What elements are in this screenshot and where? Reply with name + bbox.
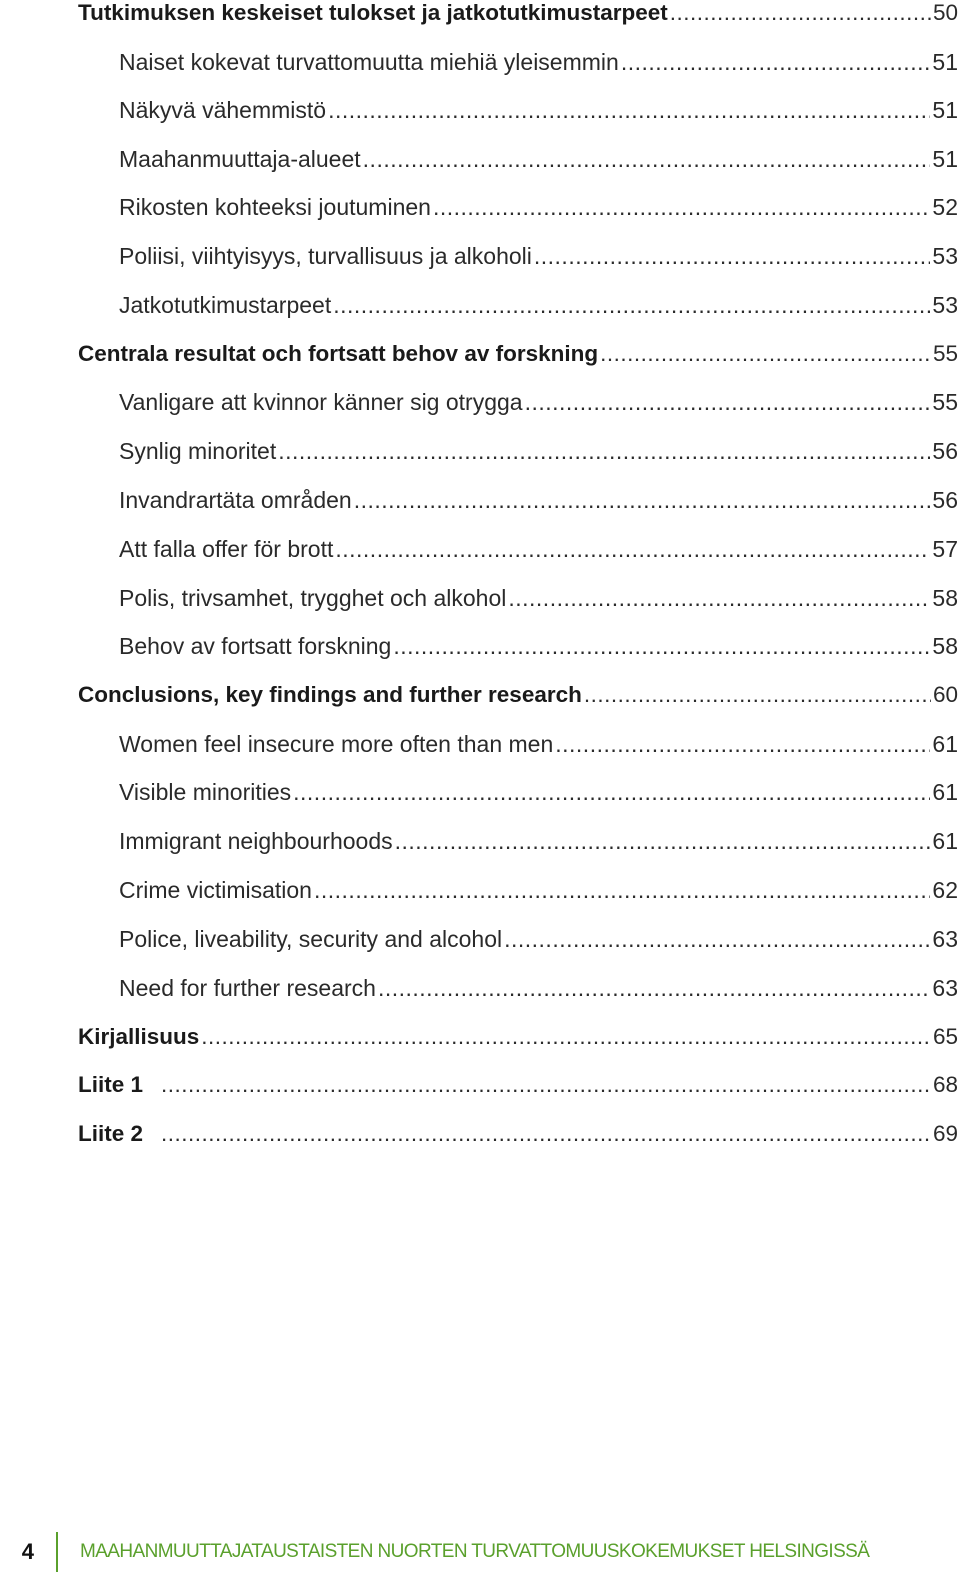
toc-entry-label: Tutkimuksen keskeiset tulokset ja jatkotutkimustarpeet — [78, 0, 668, 25]
toc-entry[interactable] — [119, 824, 958, 858]
toc-leader-dots — [670, 0, 931, 30]
toc-entry[interactable] — [78, 1020, 958, 1054]
toc-leader-dots — [363, 142, 931, 176]
toc-entry[interactable] — [78, 1117, 958, 1151]
toc-leader-dots — [278, 434, 930, 468]
toc-leader-dots — [335, 532, 930, 566]
toc-leader-dots — [354, 483, 931, 517]
toc-leader-dots — [328, 93, 930, 127]
toc-entry-label: Centrala resultat och fortsatt behov av forskning — [78, 341, 599, 366]
toc-leader-dots — [600, 337, 931, 371]
toc-page-number: 53 — [932, 243, 958, 269]
page-number: 4 — [21, 1539, 34, 1564]
toc-page-number: 69 — [932, 1121, 958, 1146]
toc-leader-dots — [555, 727, 930, 761]
toc-entry[interactable] — [119, 873, 958, 907]
toc-entry[interactable] — [78, 678, 958, 712]
toc-page-number: 65 — [932, 1024, 958, 1049]
toc-page-number: 51 — [932, 49, 958, 75]
toc-page-number: 63 — [932, 926, 958, 952]
toc-entry[interactable] — [119, 581, 958, 615]
toc-entry[interactable] — [78, 337, 958, 371]
toc-page-number: 50 — [932, 0, 958, 25]
toc-page-number: 51 — [932, 146, 958, 172]
toc-leader-dots — [378, 971, 930, 1005]
toc-entry[interactable] — [119, 775, 958, 809]
toc-entry[interactable] — [119, 532, 958, 566]
toc-page-number: 57 — [932, 536, 958, 562]
toc-entry[interactable] — [119, 727, 958, 761]
toc-entry-label: Police, liveability, security and alcohol — [119, 926, 503, 952]
toc-entry-label: Liite 2 — [78, 1121, 144, 1146]
toc-entry-label: Crime victimisation — [119, 877, 312, 903]
toc-page-number: 60 — [932, 682, 958, 707]
toc-entry-label: Att falla offer för brott — [119, 536, 334, 562]
toc-entry[interactable] — [78, 1068, 958, 1102]
toc-leader-dots — [161, 1117, 931, 1151]
toc-page-number: 63 — [932, 975, 958, 1001]
toc-entry-label: Vanligare att kvinnor känner sig otrygga — [119, 389, 523, 415]
toc-leader-dots — [508, 581, 930, 615]
toc-page-number: 68 — [932, 1072, 958, 1097]
toc-leader-dots — [433, 190, 930, 224]
toc-leader-dots — [584, 678, 931, 712]
toc-entry[interactable] — [119, 93, 958, 127]
toc-leader-dots — [161, 1068, 931, 1102]
toc-leader-dots — [333, 288, 930, 322]
toc-page-number: 61 — [932, 779, 958, 805]
toc-entry[interactable] — [119, 434, 958, 468]
toc-entry[interactable] — [119, 483, 958, 517]
toc-entry-label: Visible minorities — [119, 779, 292, 805]
footer-divider — [56, 1532, 58, 1572]
toc-entry[interactable] — [119, 190, 958, 224]
toc-page-number: 55 — [932, 341, 958, 366]
toc-entry[interactable] — [119, 142, 958, 176]
toc-entry-label: Synlig minoritet — [119, 438, 277, 464]
toc-leader-dots — [504, 922, 930, 956]
toc-entry-label: Polis, trivsamhet, trygghet och alkohol — [119, 585, 507, 611]
toc-entry[interactable] — [119, 239, 958, 273]
toc-page-number: 62 — [932, 877, 958, 903]
toc-entry-label: Liite 1 — [78, 1072, 144, 1097]
toc-entry-label: Maahanmuuttaja-alueet — [119, 146, 361, 172]
toc-page-number: 58 — [932, 585, 958, 611]
toc-entry-label: Invandrartäta områden — [119, 487, 352, 513]
toc-leader-dots — [293, 775, 930, 809]
toc-entry[interactable] — [119, 922, 958, 956]
toc-leader-dots — [314, 873, 930, 907]
toc-page-number: 56 — [932, 487, 958, 513]
toc-entry-label: Need for further research — [119, 975, 376, 1001]
toc-entry-label: Näkyvä vähemmistö — [119, 97, 327, 123]
toc-page-number: 61 — [932, 731, 958, 757]
toc-entry[interactable] — [78, 0, 958, 30]
toc-leader-dots — [201, 1020, 931, 1054]
toc-leader-dots — [534, 239, 931, 273]
toc-leader-dots — [621, 45, 931, 79]
toc-entry[interactable] — [119, 45, 958, 79]
running-title: MAAHANMUUTTAJATAUSTAISTEN NUORTEN TURVATTOMUUSKOKEMUKSET HELSINGISSÄ — [80, 1541, 870, 1562]
toc-entry-label: Conclusions, key findings and further research — [78, 682, 582, 707]
toc-entry-label: Immigrant neighbourhoods — [119, 828, 393, 854]
toc-leader-dots — [525, 385, 931, 419]
toc-page-number: 51 — [932, 97, 958, 123]
toc-entry[interactable] — [119, 971, 958, 1005]
toc-page-number: 55 — [932, 389, 958, 415]
toc-entry-label: Naiset kokevat turvattomuutta miehiä yleisemmin — [119, 49, 619, 75]
toc-entry-label: Poliisi, viihtyisyys, turvallisuus ja alkoholi — [119, 243, 532, 269]
toc-entry-label: Jatkotutkimustarpeet — [119, 292, 332, 318]
toc-leader-dots — [393, 629, 930, 663]
toc-entry-label: Behov av fortsatt forskning — [119, 633, 392, 659]
toc-entry-label: Rikosten kohteeksi joutuminen — [119, 194, 431, 220]
toc-page-number: 61 — [932, 828, 958, 854]
toc-leader-dots — [395, 824, 931, 858]
toc-page-number: 52 — [932, 194, 958, 220]
toc-page-number: 58 — [932, 633, 958, 659]
toc-entry-label: Women feel insecure more often than men — [119, 731, 554, 757]
toc-page-number: 56 — [932, 438, 958, 464]
toc-entry[interactable] — [119, 288, 958, 322]
toc-page-number: 53 — [932, 292, 958, 318]
toc-entry-label: Kirjallisuus — [78, 1024, 200, 1049]
toc-entry[interactable] — [119, 385, 958, 419]
toc-entry[interactable] — [119, 629, 958, 663]
